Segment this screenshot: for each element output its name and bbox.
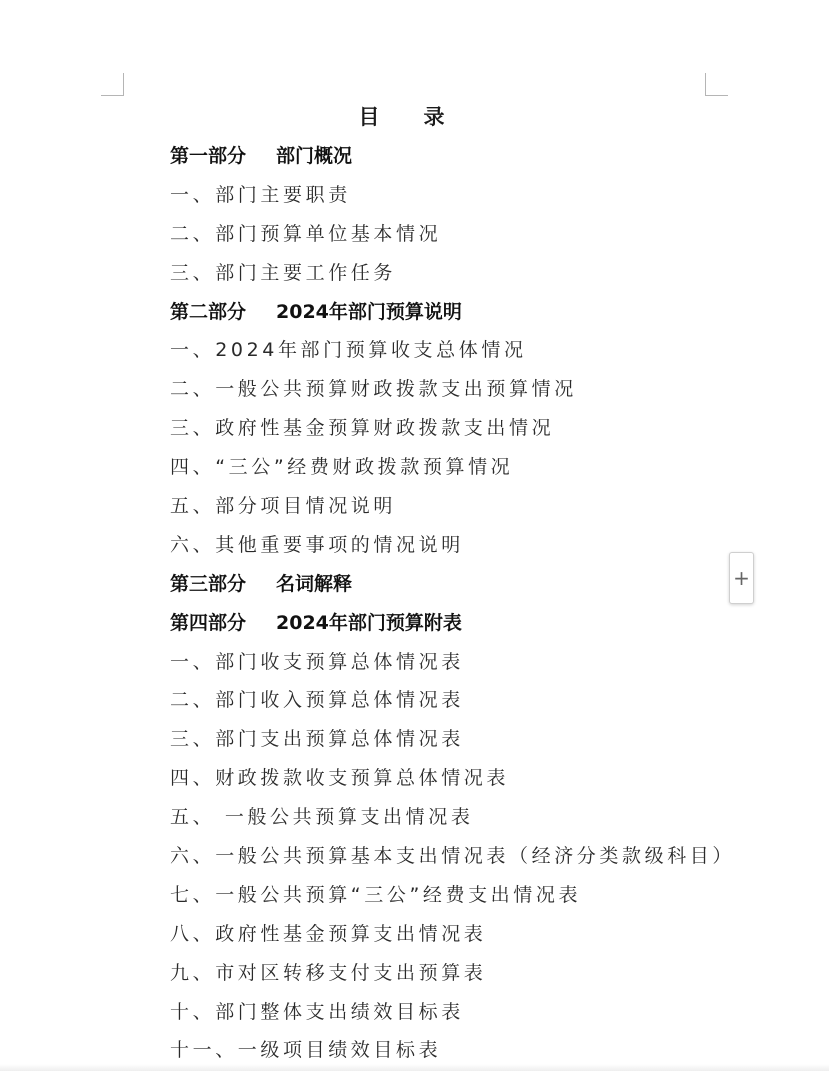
toc-item-text: 七、一般公共预算“三公”经费支出情况表 xyxy=(170,883,582,906)
toc-part-heading xyxy=(170,137,740,176)
toc-item-text: 五、 一般公共预算支出情况表 xyxy=(170,806,474,829)
toc-item-text: 一、2024年部门预算收支总体情况 xyxy=(170,339,527,362)
toc-item xyxy=(170,681,740,720)
toc-item xyxy=(170,876,740,915)
toc-item xyxy=(170,837,740,876)
toc-item-text: 四、“三公”经费财政拨款预算情况 xyxy=(170,456,514,479)
toc-item-text: 四、财政拨款收支预算总体情况表 xyxy=(170,767,510,790)
toc-part-number: 第一部分 xyxy=(170,145,247,167)
toc-item-text: 八、政府性基金预算支出情况表 xyxy=(170,922,487,945)
toc-item xyxy=(170,915,740,954)
toc-item-text: 一、部门收支预算总体情况表 xyxy=(170,650,464,673)
toc-item-text: 二、一般公共预算财政拨款支出预算情况 xyxy=(170,378,577,401)
toc-item xyxy=(170,526,740,565)
toc-part-number: 第四部分 xyxy=(170,611,247,634)
toc-item xyxy=(170,720,740,759)
toc-part-label: 部门概况 xyxy=(276,145,353,167)
toc-part-label: 2024年部门预算附表 xyxy=(276,611,462,634)
toc-item-text: 三、政府性基金预算财政拨款支出情况 xyxy=(170,417,555,440)
table-of-contents xyxy=(170,137,740,1070)
toc-item xyxy=(170,798,740,837)
toc-part-label: 2024年部门预算说明 xyxy=(276,300,462,323)
toc-item xyxy=(170,448,740,487)
document-title: 目录 xyxy=(358,104,489,129)
add-button[interactable] xyxy=(729,552,754,604)
toc-item xyxy=(170,331,740,370)
toc-item-text: 二、部门预算单位基本情况 xyxy=(170,222,442,245)
toc-item-text: 六、一般公共预算基本支出情况表（经济分类款级科目） xyxy=(170,845,736,868)
toc-item xyxy=(170,759,740,798)
toc-item xyxy=(170,370,740,409)
toc-part-heading xyxy=(170,293,740,332)
toc-item xyxy=(170,487,740,526)
toc-item xyxy=(170,215,740,254)
toc-part-heading xyxy=(170,604,740,643)
toc-item xyxy=(170,409,740,448)
toc-item xyxy=(170,176,740,215)
toc-item-text: 六、其他重要事项的情况说明 xyxy=(170,533,464,556)
toc-part-heading xyxy=(170,565,740,604)
toc-part-label: 名词解释 xyxy=(276,572,353,595)
toc-item-text: 一、部门主要职责 xyxy=(170,183,351,206)
crop-mark-top-right xyxy=(705,73,728,96)
crop-mark-top-left xyxy=(101,73,124,96)
toc-item-text: 十、部门整体支出绩效目标表 xyxy=(170,1000,464,1023)
toc-item xyxy=(170,254,740,293)
toc-item-text: 五、部分项目情况说明 xyxy=(170,495,397,518)
toc-part-number: 第二部分 xyxy=(170,300,247,323)
page-bottom-edge xyxy=(0,1064,829,1071)
toc-item-text: 二、部门收入预算总体情况表 xyxy=(170,689,464,712)
toc-item-text: 十一、一级项目绩效目标表 xyxy=(170,1039,442,1062)
toc-item-text: 三、部门支出预算总体情况表 xyxy=(170,728,464,751)
plus-icon: + xyxy=(733,566,750,590)
toc-item xyxy=(170,643,740,682)
toc-item xyxy=(170,993,740,1032)
toc-item-text: 三、部门主要工作任务 xyxy=(170,261,397,284)
toc-item-text: 九、市对区转移支付支出预算表 xyxy=(170,961,487,984)
toc-item xyxy=(170,954,740,993)
toc-part-number: 第三部分 xyxy=(170,572,247,595)
